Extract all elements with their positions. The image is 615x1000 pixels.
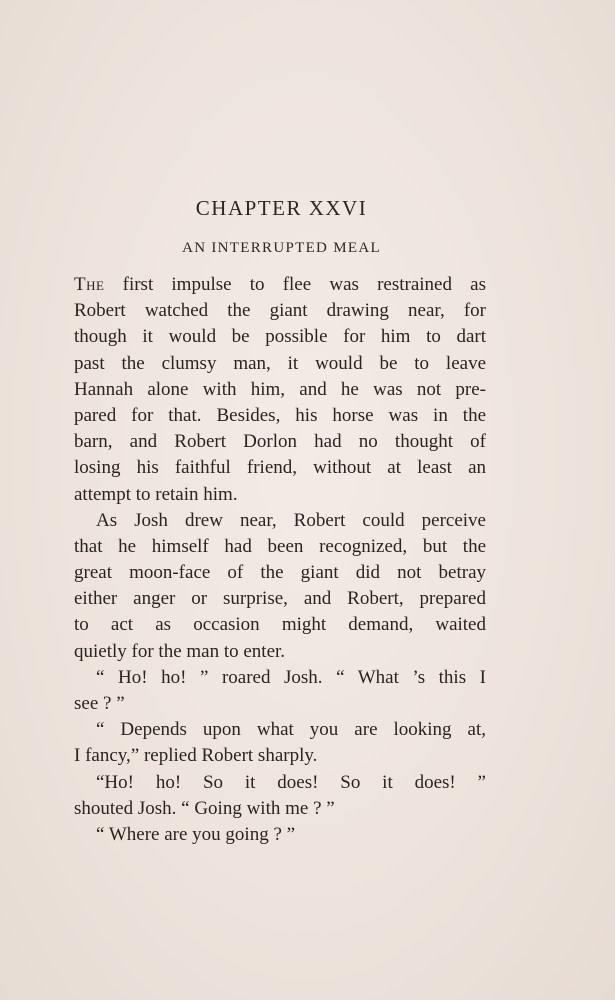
- text-line-21: shouted Josh. “ Going with me ? ”: [74, 797, 335, 819]
- text-line-3: though it would be possible for him to dart: [74, 326, 486, 348]
- opening-word: The: [74, 274, 105, 295]
- text-line-2: Robert watched the giant drawing near, for: [74, 300, 486, 322]
- text-line-10: As Josh drew near, Robert could perceive: [96, 509, 486, 531]
- text-line-17: see ? ”: [74, 693, 125, 714]
- text-line-19: I fancy,” replied Robert sharply.: [74, 745, 318, 767]
- text-line-14: to act as occasion might demand, waited: [74, 614, 486, 636]
- text-line-9: attempt to retain him.: [74, 483, 238, 505]
- text-line-11: that he himself had been recognized, but the: [74, 535, 486, 557]
- body-text: [74, 272, 486, 848]
- text-line-4: past the clumsy man, it would be to leave: [74, 352, 486, 374]
- text-line-8: losing his faithful friend, without at least an: [74, 457, 486, 479]
- text-line-13: either anger or surprise, and Robert, prepared: [74, 588, 486, 610]
- text-line-18: “ Depends upon what you are looking at,: [96, 719, 486, 741]
- text-line-15: quietly for the man to enter.: [74, 640, 286, 662]
- text-line-20: “Ho! ho! So it does! So it does! ”: [96, 771, 486, 793]
- text-line-6: pared for that. Besides, his horse was in the: [74, 404, 486, 426]
- text-line-12: great moon-face of the giant did not betray: [74, 562, 486, 584]
- text-line-22: “ Where are you going ? ”: [96, 823, 296, 845]
- text-line-1: [74, 272, 486, 298]
- text-line-7: barn, and Robert Dorlon had no thought of: [74, 431, 486, 453]
- text-line-16: “ Ho! ho! ” roared Josh. “ What ’s this I: [96, 666, 486, 688]
- chapter-subtitle: AN INTERRUPTED MEAL: [182, 240, 381, 256]
- text-line-5: Hannah alone with him, and he was not pre-: [74, 378, 486, 400]
- chapter-title: CHAPTER XXVI: [195, 196, 368, 220]
- opening-line-rest: first impulse to flee was restrained as: [104, 274, 486, 295]
